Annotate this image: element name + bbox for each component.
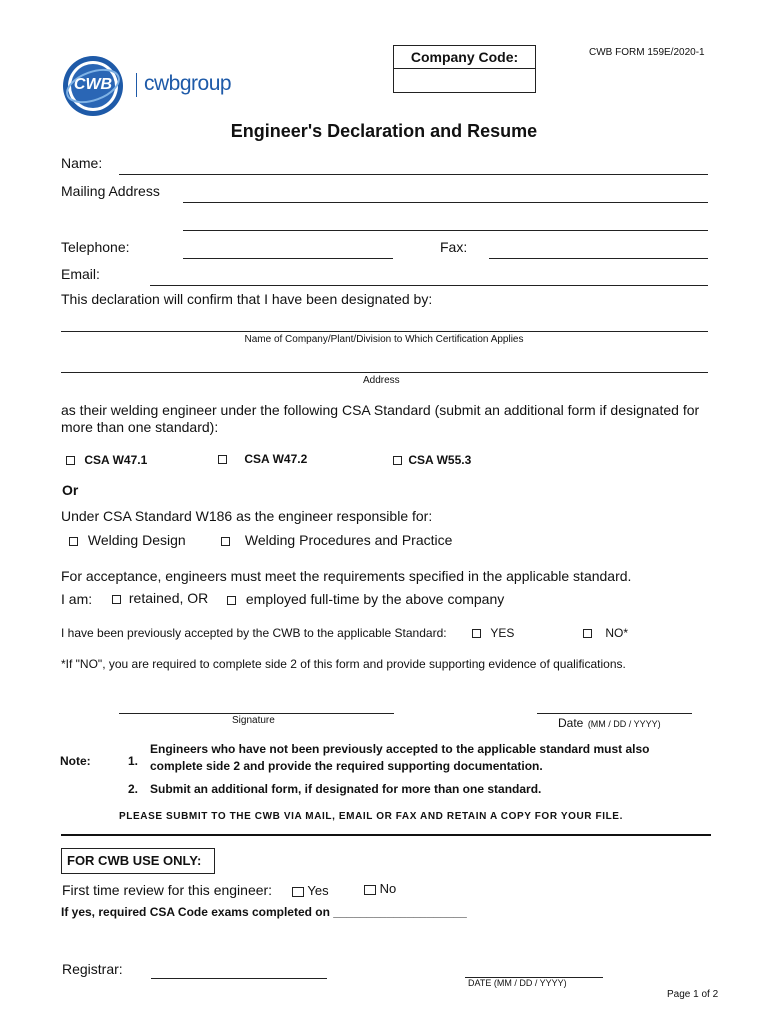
- option-no[interactable]: [583, 626, 628, 640]
- section-divider: [61, 834, 711, 836]
- checkbox-review-no[interactable]: [364, 885, 376, 895]
- if-no-text: *If "NO", you are required to complete side 2 of this form and provide supporting evidence of qualifications.: [61, 657, 626, 671]
- declaration-intro: This declaration will confirm that I have been designated by:: [61, 291, 433, 307]
- submit-instructions: PLEASE SUBMIT TO THE CWB VIA MAIL, EMAIL OR FAX AND RETAIN A COPY FOR YOUR FILE.: [119, 811, 623, 822]
- date-format: (MM / DD / YYYY): [587, 719, 661, 729]
- note-label: Note:: [60, 754, 91, 768]
- review-yes-option[interactable]: [292, 883, 329, 898]
- checkbox-yes[interactable]: [472, 629, 481, 638]
- welding-procedures-label: Welding Procedures and Practice: [244, 532, 453, 548]
- name-label: Name:: [61, 155, 103, 171]
- review-no-option[interactable]: [364, 881, 396, 896]
- note-1-num: 1.: [128, 754, 139, 768]
- checkbox-employed[interactable]: [227, 596, 236, 605]
- page-number: Page 1 of 2: [667, 989, 719, 1000]
- telephone-line[interactable]: [183, 258, 393, 259]
- option-retained[interactable]: [112, 590, 208, 606]
- address-line[interactable]: [61, 372, 708, 373]
- previously-accepted-text: I have been previously accepted by the CWB to the applicable Standard:: [61, 626, 447, 640]
- option-employed[interactable]: [227, 591, 504, 607]
- mailing-label: Mailing Address: [61, 183, 160, 199]
- company-name-line[interactable]: [61, 331, 708, 332]
- i-am-label: I am:: [61, 591, 93, 607]
- signature-label: Signature: [232, 715, 275, 726]
- checkbox-w47-1[interactable]: [66, 456, 75, 465]
- company-code-box[interactable]: [393, 45, 536, 93]
- checkbox-review-yes[interactable]: [292, 887, 304, 897]
- checkbox-no[interactable]: [583, 629, 592, 638]
- option-w55-3[interactable]: [393, 453, 471, 467]
- checkbox-welding-design[interactable]: [69, 537, 78, 546]
- fax-label: Fax:: [440, 239, 468, 255]
- checkbox-welding-procedures[interactable]: [221, 537, 230, 546]
- checkbox-retained[interactable]: [112, 595, 121, 604]
- welding-design-label: Welding Design: [87, 532, 186, 548]
- retained-label: retained, OR: [128, 590, 209, 606]
- date-label-group: [558, 714, 661, 732]
- telephone-label: Telephone:: [61, 239, 130, 255]
- no-label: NO*: [605, 626, 629, 640]
- yes-label: YES: [490, 626, 515, 640]
- note-2-num: 2.: [128, 782, 139, 796]
- page-title: Engineer's Declaration and Resume: [230, 121, 538, 141]
- option-w55-3-label: CSA W55.3: [408, 453, 472, 467]
- option-welding-design[interactable]: [69, 532, 186, 548]
- review-yes-label: Yes: [307, 883, 329, 898]
- cwb-use-heading: FOR CWB USE ONLY:: [61, 848, 215, 874]
- note-2-text: Submit an additional form, if designated for more than one standard.: [150, 782, 542, 796]
- checkbox-w55-3[interactable]: [393, 456, 402, 465]
- checkbox-w47-2[interactable]: [218, 455, 227, 464]
- cwb-logo: [62, 55, 232, 117]
- review-no-label: No: [379, 881, 397, 896]
- option-welding-procedures[interactable]: [221, 532, 452, 548]
- date-label: Date: [558, 716, 584, 730]
- registrar-date-label: DATE (MM / DD / YYYY): [468, 978, 567, 988]
- option-w47-1-label: CSA W47.1: [84, 453, 148, 467]
- mailing-line-2[interactable]: [183, 230, 708, 231]
- or-label: Or: [62, 482, 79, 498]
- logo-mark-text: CWB: [73, 76, 113, 93]
- employed-label: employed full-time by the above company: [245, 591, 505, 607]
- form-id: CWB FORM 159E/2020-1: [589, 47, 705, 58]
- option-w47-1[interactable]: [66, 453, 147, 467]
- note-1-text: Engineers who have not been previously accepted to the applicable standard must also complete side 2 and provide the required supporting documentation.: [150, 742, 650, 773]
- option-w47-2[interactable]: [218, 452, 307, 466]
- name-line[interactable]: [119, 174, 708, 175]
- option-w47-2-label: CSA W47.2: [244, 452, 308, 466]
- exams-completed-text: If yes, required CSA Code exams completed on ____________________: [61, 905, 467, 919]
- standard-text: as their welding engineer under the following CSA Standard (submit an additional form if designated for more than one standard):: [61, 402, 700, 435]
- first-review-label: First time review for this engineer:: [62, 882, 273, 898]
- email-line[interactable]: [150, 285, 708, 286]
- email-label: Email:: [61, 266, 100, 282]
- signature-line[interactable]: [119, 713, 394, 714]
- mailing-line-1[interactable]: [183, 202, 708, 203]
- address-caption: Address: [363, 375, 400, 386]
- option-yes[interactable]: [472, 626, 514, 640]
- logo-divider: [136, 73, 137, 97]
- registrar-label: Registrar:: [62, 961, 123, 977]
- registrar-line[interactable]: [151, 978, 327, 979]
- company-name-caption: Name of Company/Plant/Division to Which Certification Applies: [244, 334, 524, 345]
- fax-line[interactable]: [489, 258, 708, 259]
- w186-text: Under CSA Standard W186 as the engineer responsible for:: [61, 508, 433, 524]
- logo-name: cwbgroup: [144, 72, 232, 95]
- acceptance-text: For acceptance, engineers must meet the requirements specified in the applicable standard.: [61, 568, 632, 584]
- company-code-label: Company Code:: [394, 46, 535, 69]
